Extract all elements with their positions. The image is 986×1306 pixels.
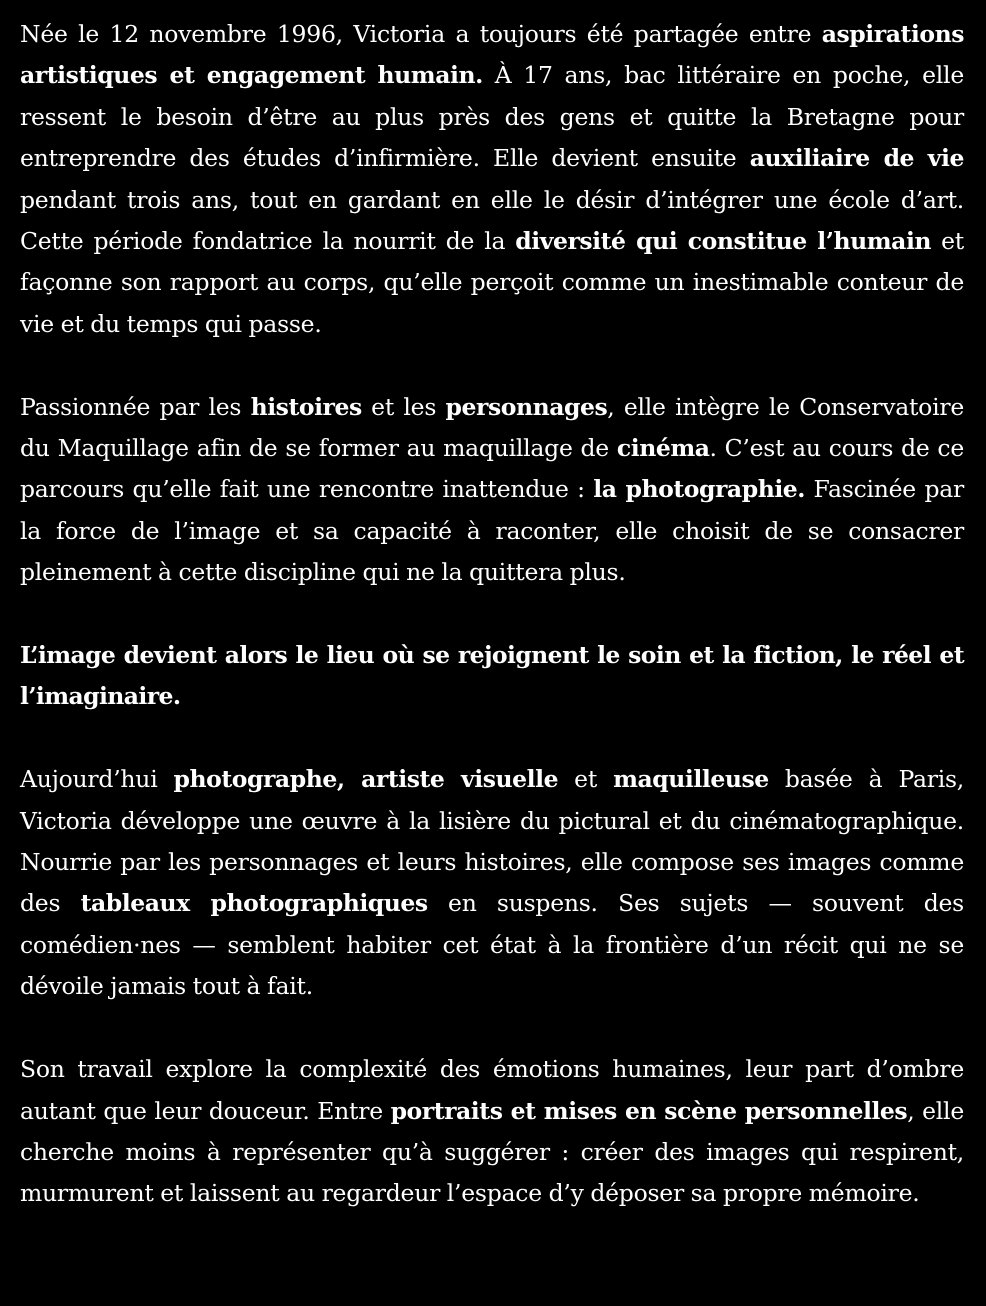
bio-emphasis: photographe, artiste visuelle (173, 765, 559, 794)
bio-paragraph-4: Aujourd’hui photographe, artiste visuelle et maquilleuse basée à Paris, Victoria développe une œuvre à la lisière du pictural et du cinématographique. Nourrie par les personnages et leurs histoires, elle compose ses images comme des tableaux photographiques en suspens. Ses sujets — souvent des comédien·nes — semblent habiter cet état à la frontière d’un récit qui ne se dévoile jamais tout à fait. (20, 765, 964, 1001)
bio-emphasis: cinéma (616, 434, 710, 463)
bio-emphasis: la photographie. (593, 475, 806, 504)
bio-emphasis: portraits et mises en scène personnelles (390, 1096, 908, 1125)
bio-paragraph-1: Née le 12 novembre 1996, Victoria a toujours été partagée entre aspirations artistiques et engagement humain. À 17 ans, bac littéraire en poche, elle ressent le besoin d’être au plus près des gens et quitte la Bretagne pour entreprendre des études d’infirmière. Elle devient ensuite auxiliaire de vie pendant trois ans, tout en gardant en elle le désir d’intégrer une école d’art. Cette période fondatrice la nourrit de la diversité qui constitue l’humain et façonne son rapport au corps, qu’elle perçoit comme un inestimable conteur de vie et du temps qui passe. (20, 20, 964, 338)
bio-emphasis: personnages (445, 392, 608, 421)
bio-emphasis: histoires (250, 392, 362, 421)
bio-emphasis: maquilleuse (613, 765, 769, 794)
bio-emphasis: aspirations artistiques et engagement humain. (20, 20, 964, 90)
bio-emphasis: tableaux photographiques (80, 889, 428, 918)
bio-pull-quote: L’image devient alors le lieu où se rejoignent le soin et la fiction, le réel et l’imaginaire. (20, 641, 964, 711)
bio-emphasis: diversité qui constitue l’humain (515, 227, 932, 256)
bio-emphasis: auxiliaire de vie (749, 144, 964, 173)
bio-paragraph-2: Passionnée par les histoires et les personnages, elle intègre le Conservatoire du Maquillage afin de se former au maquillage de cinéma. C’est au cours de ce parcours qu’elle fait une rencontre inattendue : la photographie. Fascinée par la force de l’image et sa capacité à raconter, elle choisit de se consacrer pleinement à cette discipline qui ne la quittera plus. (20, 392, 964, 587)
bio-paragraph-5: Son travail explore la complexité des émotions humaines, leur part d’ombre autant que leur douceur. Entre portraits et mises en scène personnelles, elle cherche moins à représenter qu’à suggérer : créer des images qui respirent, murmurent et laissent au regardeur l’espace d’y déposer sa propre mémoire. (20, 1055, 964, 1208)
